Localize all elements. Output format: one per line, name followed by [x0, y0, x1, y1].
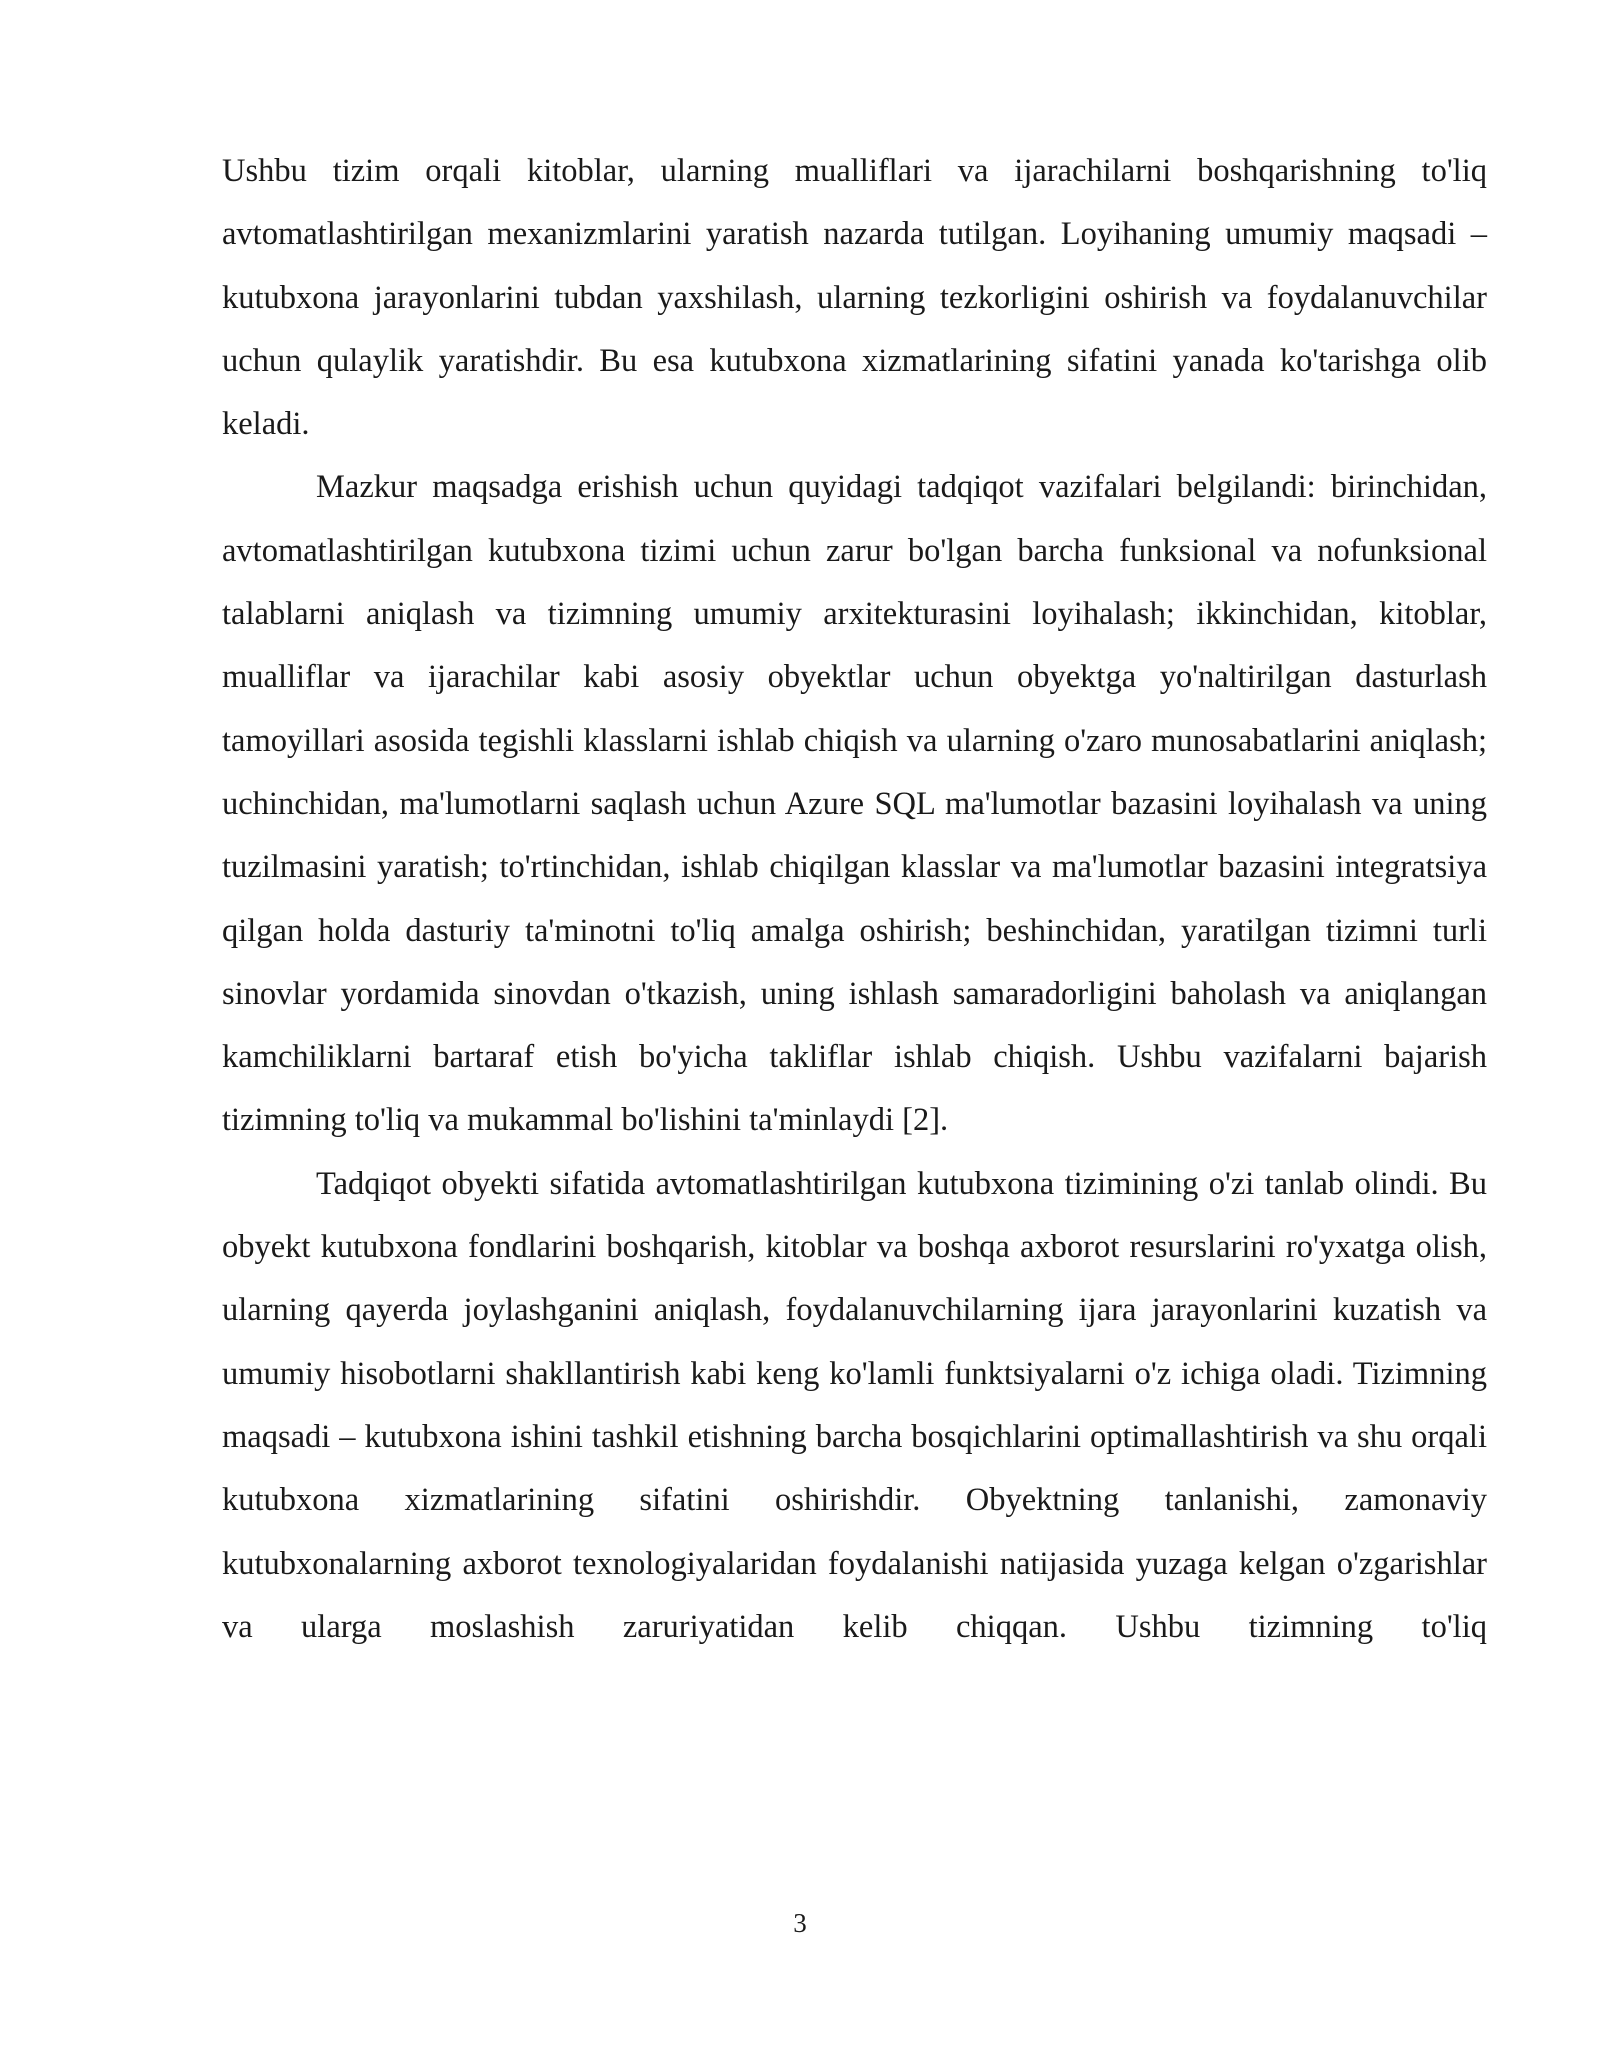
page-number: 3 [793, 1908, 807, 1938]
paragraph-2: Mazkur maqsadga erishish uchun quyidagi tadqiqot vazifalari belgilandi: birinchidan, avtomatlashtirilgan kutubxona tizimi uchun zarur bo'lgan barcha funksional va nofunksional talablarni aniqlash va tizimning umumiy arxitekturasini loyihalash; ikkinchidan, kitoblar, mualliflar va ijarachilar kabi asosiy obyektlar uchun obyektga yo'naltirilgan dasturlash tamoyillari asosida tegishli klasslarni ishlab chiqish va ularning o'zaro munosabatlarini aniqlash; uchinchidan, ma'lumotlarni saqlash uchun Azure SQL ma'lumotlar bazasini loyihalash va uning tuzilmasini yaratish; to'rtinchidan, ishlab chiqilgan klasslar va ma'lumotlar bazasini integratsiya qilgan holda dasturiy ta'minotni to'liq amalga oshirish; beshinchidan, yaratilgan tizimni turli sinovlar yordamida sinovdan o'tkazish, uning ishlash samaradorligini baholash va aniqlangan kamchiliklarni bartaraf etish bo'yicha takliflar ishlab chiqish. Ushbu vazifalarni bajarish tizimning to'liq va mukammal bo'lishini ta'minlaydi [2]. [222, 469, 1487, 1139]
paragraph-1: Ushbu tizim orqali kitoblar, ularning mualliflari va ijarachilarni boshqarishning to'liq avtomatlashtirilgan mexanizmlarini yaratish nazarda tutilgan. Loyihaning umumiy maqsadi – kutubxona jarayonlarini tubdan yaxshilash, ularning tezkorligini oshirish va foydalanuvchilar uchun qulaylik yaratishdir. Bu esa kutubxona xizmatlarining sifatini yanada ko'tarishga olib keladi. [222, 153, 1487, 443]
paragraph-3: Tadqiqot obyekti sifatida avtomatlashtirilgan kutubxona tizimining o'zi tanlab olindi. Bu obyekt kutubxona fondlarini boshqarish, kitoblar va boshqa axborot resurslarini ro'yxatga olish, ularning qayerda joylashganini aniqlash, foydalanuvchilarning ijara jarayonlarini kuzatish va umumiy hisobotlarni shakllantirish kabi keng ko'lamli funktsiyalarni o'z ichiga oladi. Tizimning maqsadi – kutubxona ishini tashkil etishning barcha bosqichlarini optimallashtirish va shu orqali kutubxona xizmatlarining sifatini oshirishdir. Obyektning tanlanishi, zamonaviy kutubxonalarning axborot texnologiyalaridan foydalanishi natijasida yuzaga kelgan o'zgarishlar va ularga moslashish zaruriyatidan kelib chiqqan. Ushbu tizimning to'liq [222, 1165, 1487, 1645]
body-text [222, 140, 1487, 1659]
